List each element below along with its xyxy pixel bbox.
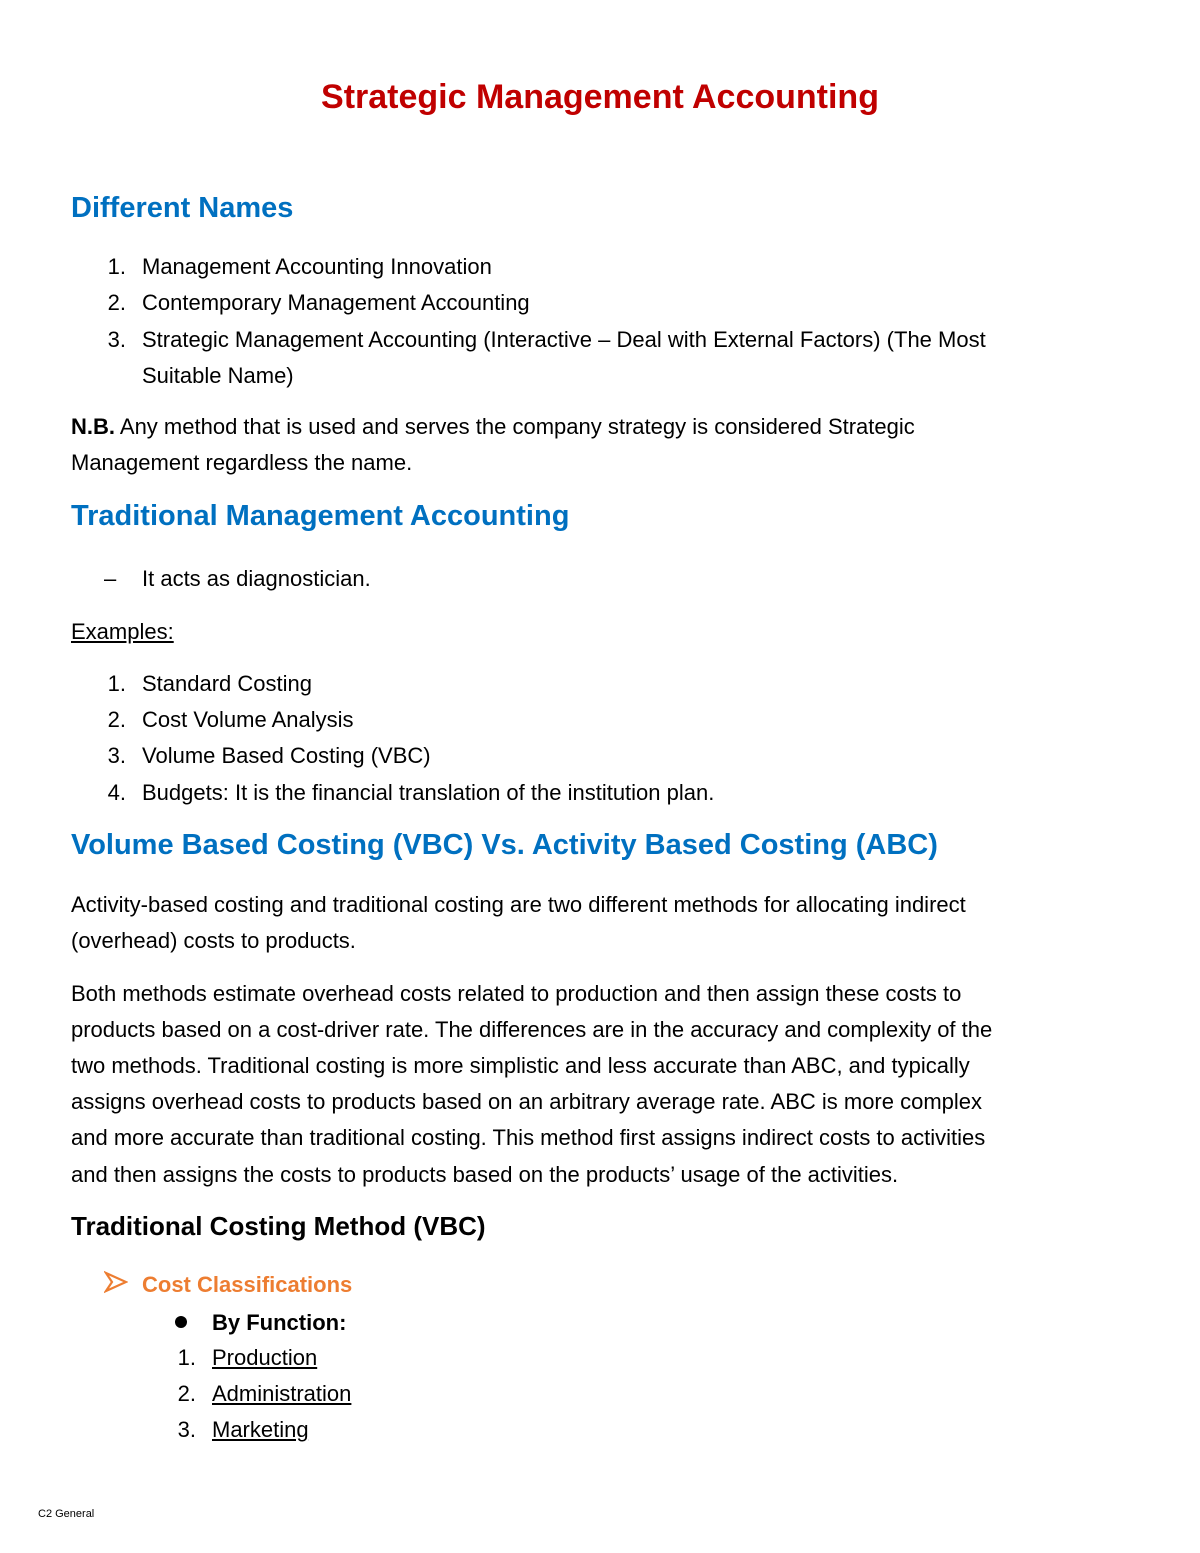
heading-different-names: Different Names (71, 192, 294, 224)
list-number: 1. (107, 254, 126, 279)
classification-footer: C2 General (38, 1508, 95, 1520)
list-item: Production (212, 1345, 318, 1370)
paragraph-line: Both methods estimate overhead costs related to production and then assign these costs to (71, 981, 962, 1006)
examples-label: Examples: (71, 619, 174, 644)
paragraph-line: and more accurate than traditional costing. This method first assigns indirect costs to activities (71, 1125, 986, 1150)
dash-bullet: – (104, 566, 117, 591)
page-title: Strategic Management Accounting (321, 78, 879, 116)
paragraph-line: two methods. Traditional costing is more simplistic and less accurate than ABC, and typically (71, 1053, 970, 1078)
nb-note-line1 (71, 409, 915, 445)
paragraph-line: assigns overhead costs to products based on an arbitrary average rate. ABC is more complex (71, 1089, 983, 1114)
list-number: 4. (107, 780, 126, 805)
heading-traditional-management-accounting: Traditional Management Accounting (71, 500, 570, 532)
nb-note-line2: Management regardless the name. (71, 450, 413, 475)
list-number: 1. (177, 1345, 196, 1370)
list-number: 3. (107, 327, 126, 352)
heading-vbc-vs-abc: Volume Based Costing (VBC) Vs. Activity Based Costing (ABC) (71, 829, 938, 861)
paragraph-line: and then assigns the costs to products based on the products’ usage of the activities. (71, 1162, 899, 1187)
list-item: Management Accounting Innovation (142, 254, 492, 279)
list-item: Cost Volume Analysis (142, 707, 354, 732)
nb-text: Any method that is used and serves the company strategy is considered Strategic (115, 414, 915, 439)
list-item-continuation: Suitable Name) (142, 363, 294, 388)
list-number: 3. (177, 1417, 196, 1442)
arrow-bullet-icon (104, 1270, 128, 1294)
by-function-label: By Function: (212, 1310, 347, 1335)
list-number: 3. (107, 743, 126, 768)
list-item: Budgets: It is the financial translation of the institution plan. (142, 780, 715, 805)
cost-classifications-label: Cost Classifications (142, 1272, 353, 1297)
list-item: Contemporary Management Accounting (142, 290, 530, 315)
list-number: 2. (107, 707, 126, 732)
paragraph-line: Activity-based costing and traditional costing are two different methods for allocating indirect (71, 892, 966, 917)
list-item: Strategic Management Accounting (Interactive – Deal with External Factors) (The Most (142, 327, 986, 352)
dash-item: It acts as diagnostician. (142, 566, 371, 591)
list-item: Marketing (212, 1417, 309, 1442)
nb-label: N.B. (71, 414, 115, 439)
heading-traditional-costing-method: Traditional Costing Method (VBC) (71, 1211, 486, 1241)
paragraph-line: products based on a cost-driver rate. The differences are in the accuracy and complexity of the (71, 1017, 993, 1042)
list-number: 1. (107, 671, 126, 696)
list-number: 2. (107, 290, 126, 315)
paragraph-line: (overhead) costs to products. (71, 928, 356, 953)
list-number: 2. (177, 1381, 196, 1406)
list-item: Volume Based Costing (VBC) (142, 743, 431, 768)
list-item: Standard Costing (142, 671, 312, 696)
bullet-dot-icon (175, 1316, 187, 1328)
list-item: Administration (212, 1381, 352, 1406)
